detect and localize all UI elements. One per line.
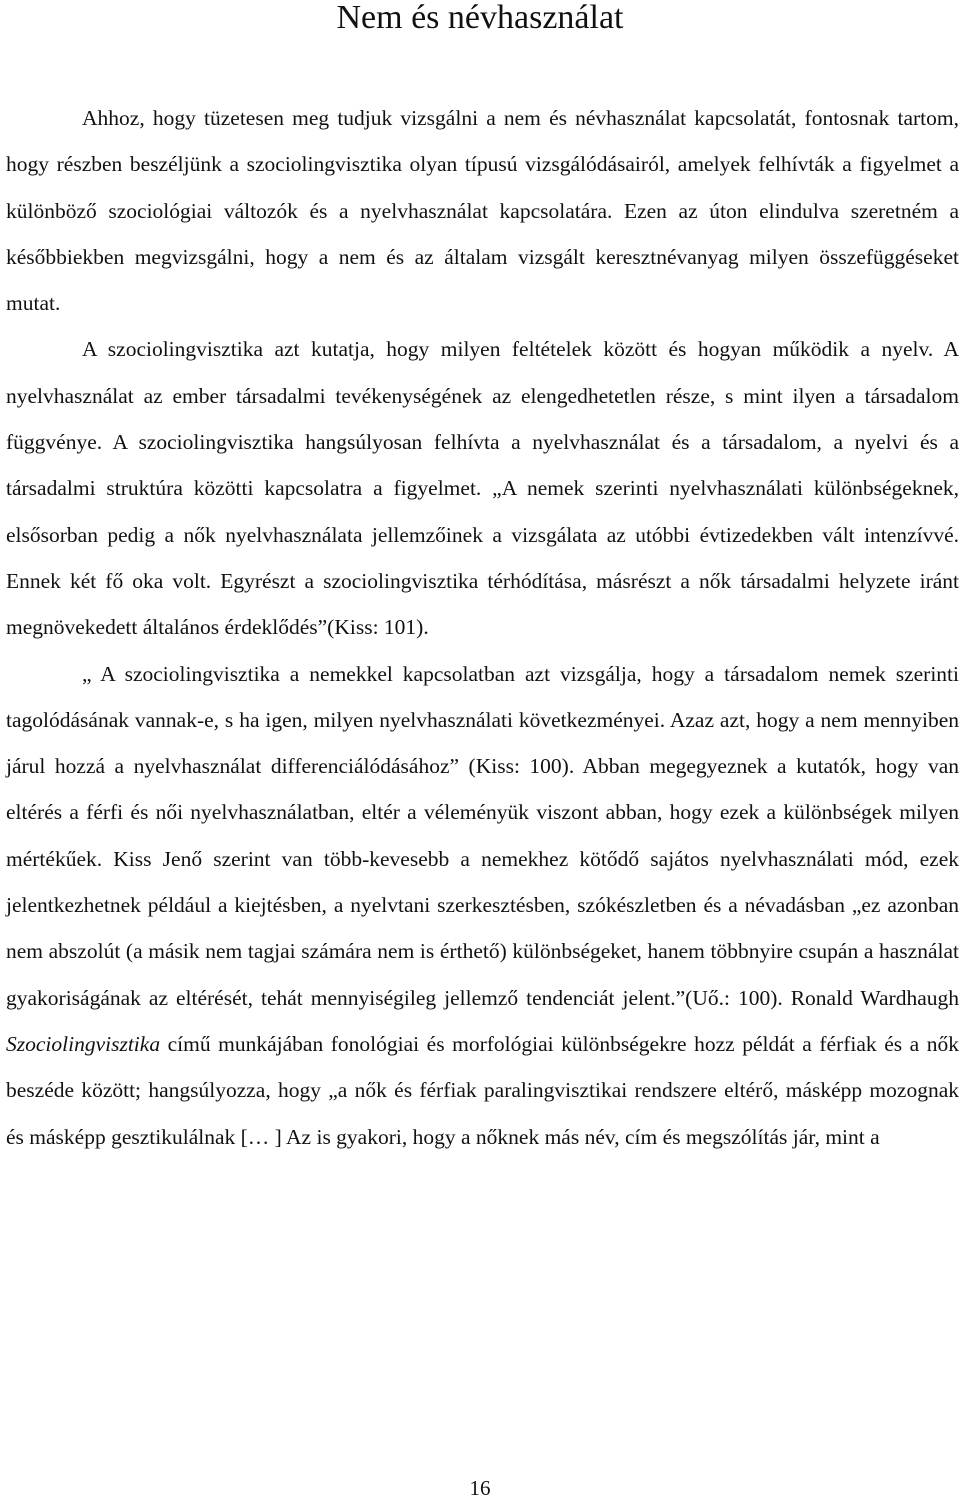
paragraph: Ahhoz, hogy tüzetesen meg tudjuk vizsgálni a nem és névhasználat kapcsolatát, fontosnak tartom, hogy részben beszéljünk a szociolingvisztika olyan típusú vizsgálódásairól, amelyek felhívták a figyelmet a különböző szociológiai változók és a nyelvhasználat kapcsolatára. Ezen az úton elindulva szeretném a későbbiekben megvizsgálni, hogy a nem és az általam vizsgált keresztnévanyag milyen összefüggéseket mutat.	[6, 106, 959, 316]
page-number: 16	[469, 1476, 491, 1500]
paragraph-text: „ A szociolingvisztika a nemekkel kapcsolatban azt vizsgálja, hogy a társadalom nemek szerinti tagolódásának vannak-e, s ha igen, milyen nyelvhasználati következményei. Azaz azt, hogy a nem mennyiben járul hozzá a nyelvhasználat differenciálódásához” (Kiss: 100). Abban megegyeznek a kutatók, hogy van eltérés a férfi és női nyelvhasználatban, eltér a véleményük viszont abban, hogy ezek a különbségek milyen mértékűek. Kiss Jenő szerint van több-kevesebb a nemekhez kötődő sajátos nyelvhasználati mód, ezek jelentkezhetnek például a kiejtésben, a nyelvtani szerkesztésben, szókészletben és a névadásban „ez azonban nem abszolút (a másik nem tagjai számára nem is érthető) különbségeket, hanem többnyire csupán a használat gyakoriságának az eltérését, tehát mennyiségileg jellemző tendenciát jelent.”(Uő.: 100). Ronald Wardhaugh	[6, 661, 959, 1010]
page-title: Nem és névhasználat	[336, 0, 624, 36]
body-text	[6, 95, 959, 1160]
paragraph	[6, 651, 959, 1160]
paragraph-text: című munkájában fonológiai és morfológiai különbségekre hozz példát a férfiak és a nők beszéde között; hangsúlyozza, hogy „a nők és férfiak paralingvisztikai rendszere eltérő, másképp mozognak és másképp gesztikulálnak [… ] Az is gyakori, hogy a nőknek más név, cím és megszólítás jár, mint a	[6, 1031, 959, 1149]
paragraph: A szociolingvisztika azt kutatja, hogy milyen feltételek között és hogyan működik a nyelv. A nyelvhasználat az ember társadalmi tevékenységének az elengedhetetlen része, s mint ilyen a társadalom függvénye. A szociolingvisztika hangsúlyosan felhívta a nyelvhasználat és a társadalom, a nyelvi és a társadalmi struktúra közötti kapcsolatra a figyelmet. „A nemek szerinti nyelvhasználati különbségeknek, elsősorban pedig a nők nyelvhasználata jellemzőinek a vizsgálata az utóbbi évtizedekben vált intenzívvé. Ennek két fő oka volt. Egyrészt a szociolingvisztika térhódítása, másrészt a nők társadalmi helyzete iránt megnövekedett általános érdeklődés”(Kiss: 101).	[6, 337, 959, 640]
book-title: Szociolingvisztika	[6, 1031, 161, 1056]
